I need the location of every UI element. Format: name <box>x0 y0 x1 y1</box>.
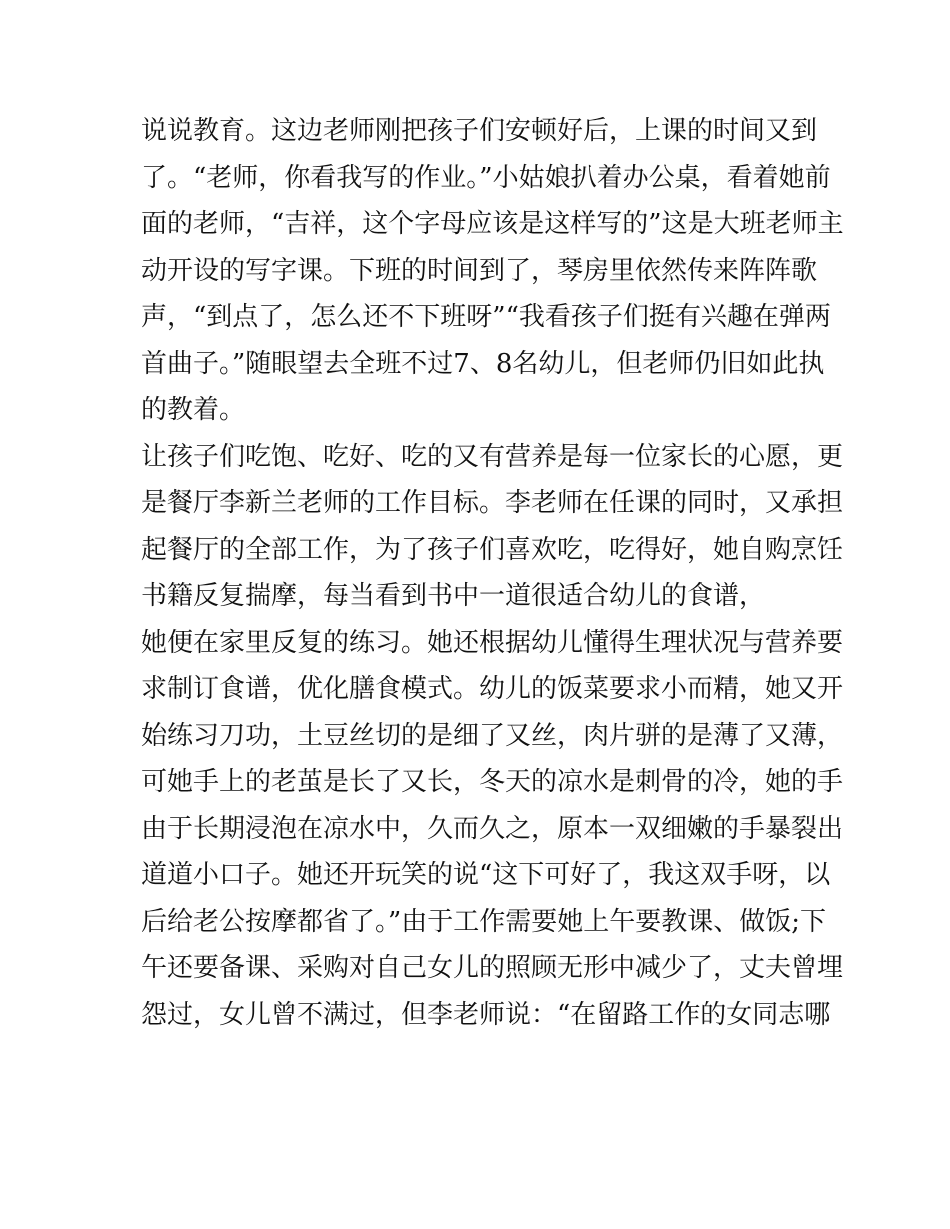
text-line: 求制订食谱，优化膳食模式。幼儿的饭菜要求小而精，她又开 <box>141 674 844 704</box>
text-line: 她便在家里反复的练习。她还根据幼儿懂得生理状况与营养要 <box>141 627 844 658</box>
text-line: 动开设的写字课。下班的时间到了，琴房里依然传来阵阵歌 <box>141 255 818 286</box>
document-body-text <box>141 108 844 1038</box>
text-line: 首曲子。”随眼望去全班不过7、8名幼儿，但老师仍旧如此执 <box>141 348 825 379</box>
text-line: 始练习刀功，土豆丝切的是细了又丝，肉片骈的是薄了又薄， <box>141 720 844 751</box>
text-line: 可她手上的老茧是长了又长，冬天的凉水是刺骨的冷，她的手 <box>141 767 844 797</box>
text-line: 道道小口子。她还开玩笑的说“这下可好了，我这双手呀，以 <box>141 860 831 890</box>
text-line: 起餐厅的全部工作，为了孩子们喜欢吃，吃得好，她自购烹饪 <box>141 534 844 565</box>
text-line: 由于长期浸泡在凉水中，久而久之，原本一双细嫩的手暴裂出 <box>141 813 844 844</box>
text-line: 了。“老师，你看我写的作业。”小姑娘扒着办公桌，看着她前 <box>141 162 831 193</box>
text-line: 后给老公按摩都省了。”由于工作需要她上午要教课、做饭;下 <box>141 906 827 937</box>
text-line: 午还要备课、采购对自己女儿的照顾无形中减少了，丈夫曾埋 <box>141 953 844 983</box>
text-line: 的教着。 <box>141 395 246 425</box>
text-line: 面的老师，“吉祥，这个字母应该是这样写的”这是大班老师主 <box>141 209 844 239</box>
text-line: 声，“到点了，怎么还不下班呀”“我看孩子们挺有兴趣在弹两 <box>141 302 831 332</box>
text-line: 说说教育。这边老师刚把孩子们安顿好后，上课的时间又到 <box>141 116 818 146</box>
text-line: 让孩子们吃饱、吃好、吃的又有营养是每一位家长的心愿，更 <box>141 441 844 472</box>
text-line: 书籍反复揣摩，每当看到书中一道很适合幼儿的食谱， <box>141 581 766 611</box>
text-line: 是餐厅李新兰老师的工作目标。李老师在任课的同时，又承担 <box>141 488 844 518</box>
text-line: 怨过，女儿曾不满过，但李老师说：“在留路工作的女同志哪 <box>141 999 831 1030</box>
